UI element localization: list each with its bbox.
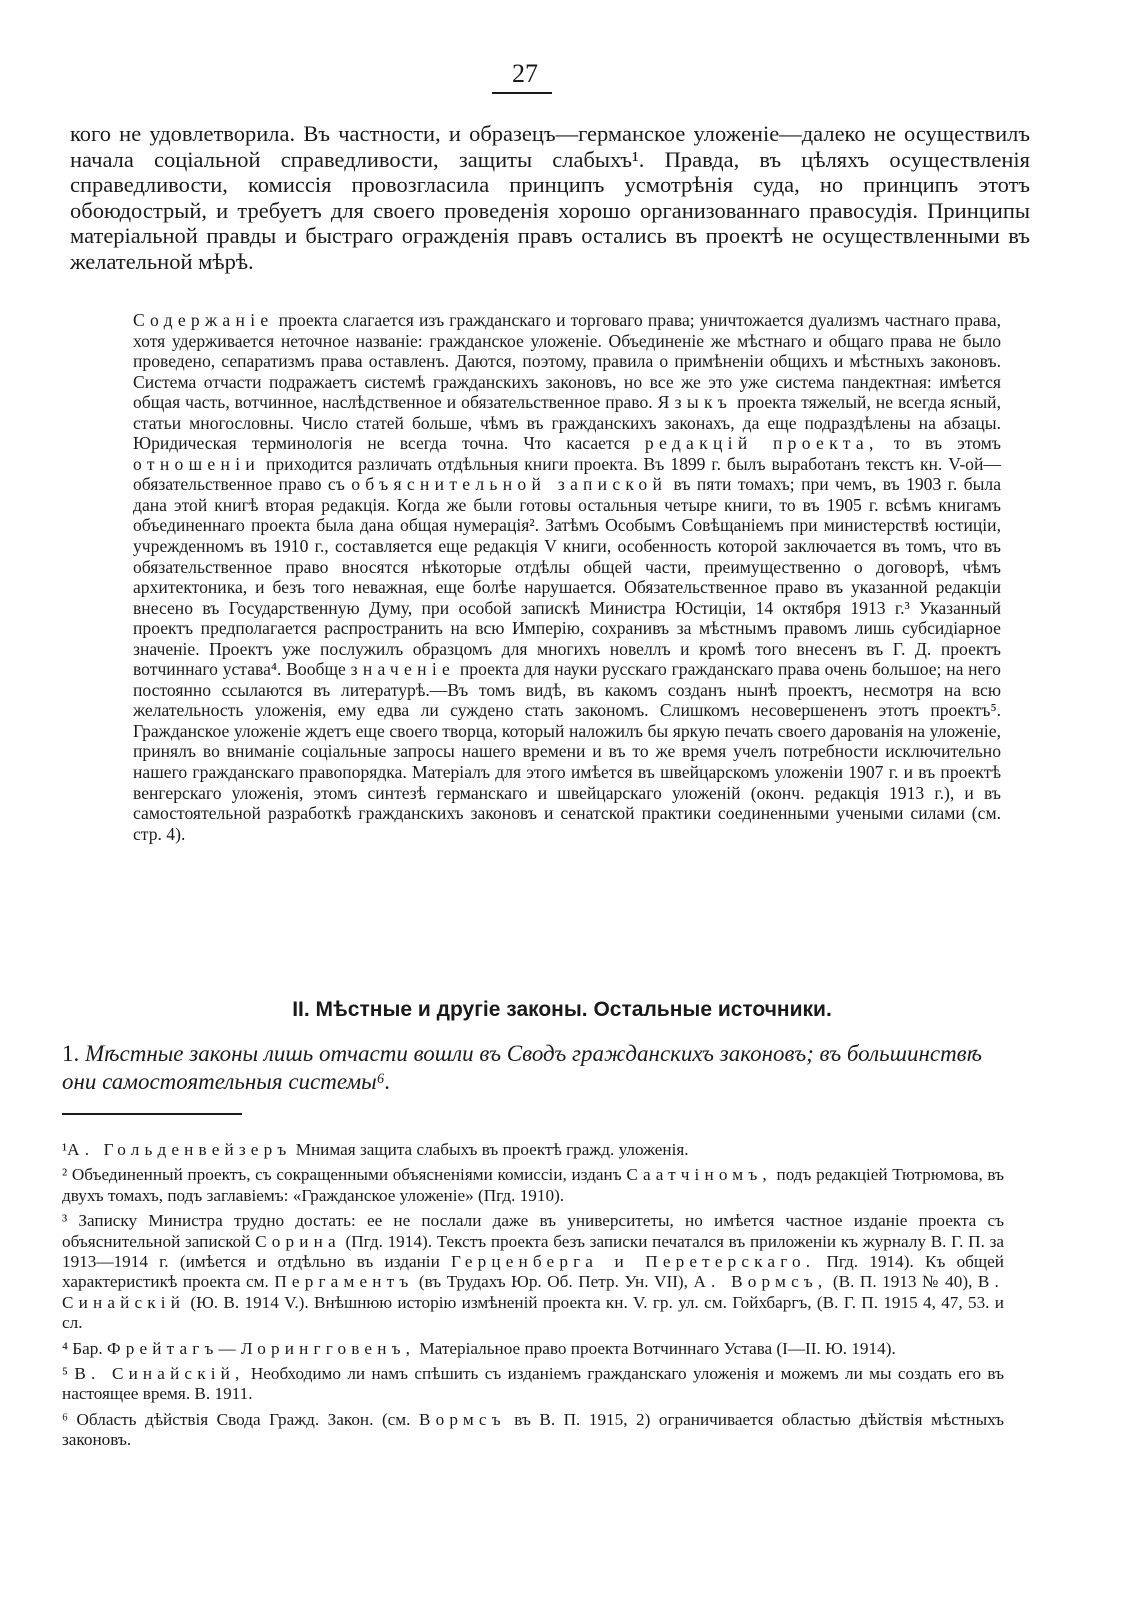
footnote-mark: ¹ <box>62 1140 68 1159</box>
small-text-run: проекта для науки русскаго гражданскаго права очень большое; на него постоянно ссылаются въ литературѣ.—Въ томъ видѣ, въ какомъ созданъ нынѣ проектъ, несмотря на всю желательность уложенія, ему едва ли суждено стать закономъ. Слишкомъ несовершененъ этотъ проектъ⁵. Гражданское уложеніе ждетъ еще своего творца, который наложилъ бы яркую печать своего дарованія на уложеніе, принялъ во вниманіе соціальные запросы нашего времени и въ то же время учелъ потребности исключительно нашего гражданскаго правопорядка. Матеріалъ для этого имѣется въ швейцарскомъ уложеніи 1907 г. и въ проектѣ венгерскаго уложенія, этомъ синтезѣ германскаго и швейцарскаго уложеній (оконч. редакція 1913 г.), и въ самостоятельной разработкѣ гражданскихъ законовъ и сенатской практики соединенными учеными силами (см. стр. 4). <box>133 659 1001 844</box>
footnote-author: Вормсъ <box>419 1409 506 1429</box>
italic-paragraph-text: Мѣстные законы лишь отчасти вошли въ Сводъ гражданскихъ законовъ; въ большинствѣ они самостоятельныя системы⁶. <box>62 1041 983 1094</box>
spaced-term: редакцій проекта, <box>644 433 879 454</box>
small-text-run: проекта слагается изъ гражданскаго и торговаго права; уничтожается дуализмъ частнаго права, хотя удерживается неточное названіе: гражданское уложеніе. Объединеніе же мѣстнаго и общаго права не было проведено, сепаратизмъ права оставленъ. Даются, поэтому, правила о примѣненіи общихъ и мѣстныхъ законовъ. Система отчасти подражаетъ системѣ гражданскихъ законовъ, но все же это уже система пандектная: имѣется общая часть, вотчинное, наслѣдственное и обязательственное право. <box>133 310 1001 413</box>
footnote-author: Саатчіномъ, <box>626 1165 772 1185</box>
footnote-author: В. Синайскій <box>62 1272 1005 1312</box>
footnote-text: подъ редакціей Тютрюмова, въ двухъ томахъ, подъ заглавіемъ: «Гражданское уложеніе» (Пгд. 1910). <box>62 1165 1005 1205</box>
small-text-run: то въ этомъ <box>878 433 1001 454</box>
footnote-text: Матеріальное право проекта Вотчиннаго Устава (I—II. Ю. 1914). <box>415 1338 896 1358</box>
spaced-term: Языкъ <box>657 392 733 413</box>
footnote-text: Записку Министра трудно достать: ее не послали даже въ университеты, но имѣется частное изданіе проекта съ объяснительной запиской <box>62 1211 1005 1251</box>
footnote-author: Фрейтагъ—Лорингговенъ, <box>106 1338 416 1358</box>
footnote-text: (въ Трудахъ Юр. Об. Петр. Ун. VII), <box>413 1272 694 1292</box>
footnote-6 <box>62 1410 1004 1451</box>
page-number: 27 <box>512 59 538 88</box>
footnote-3 <box>62 1211 1004 1333</box>
footnote-text: (Пгд. 1914). Текстъ проекта безъ записки печатался въ приложеніи къ журналу В. Г. П. за 1913—1914 г. (имѣется и отдѣльно въ изданіи <box>62 1231 1004 1272</box>
footnote-mark: ⁶ <box>62 1409 68 1429</box>
footnote-mark: ² <box>62 1165 68 1185</box>
footnote-4 <box>62 1339 1004 1359</box>
footnote-author: А. Вормсъ, <box>693 1272 828 1292</box>
spaced-term: значеніе <box>350 659 456 680</box>
footnotes <box>62 1140 1004 1456</box>
footnote-separator <box>62 1113 242 1115</box>
small-text-run: приходится различать отдѣльныя книги проекта. Въ 1899 г. былъ выработанъ текстъ кн. V-ой—обязательственное право съ <box>133 453 1001 495</box>
spaced-term: Содержаніе <box>133 310 274 330</box>
footnote-1 <box>62 1140 1004 1160</box>
footnote-text: Необходимо ли намъ спѣшить съ изданіемъ гражданскаго уложенія и можемъ ли мы создать его въ настоящее время. В. 1911. <box>62 1364 1005 1404</box>
footnote-mark: ⁵ <box>62 1364 68 1384</box>
footnote-author: Герценберга и Перетерскаго. <box>451 1252 816 1272</box>
footnote-text: (В. П. 1913 № 40), <box>827 1272 978 1292</box>
footnote-text: Область дѣйствія Свода Гражд. Закон. (см. <box>76 1409 419 1429</box>
footnote-author: Пергаментъ <box>274 1272 414 1292</box>
footnote-text: Мнимая защита слабыхъ въ проектѣ гражд. уложенія. <box>291 1140 689 1159</box>
footnote-author: Сорина <box>255 1231 341 1251</box>
footnote-text: (Ю. В. 1914 V.). Внѣшнюю исторію измѣненій проекта кн. V. гр. ул. см. Гойхбаргъ, (В. Г. П. 1915 4, 47, 53. и сл. <box>62 1292 1004 1333</box>
spaced-term: отношеніи <box>133 453 261 474</box>
small-text-run: въ пяти томахъ; при чемъ, въ 1903 г. была дана этой книгѣ вторая редакція. Когда же были готовы остальныя четыре книги, то въ 1905 г. всѣмъ книгамъ объединеннаго проекта была дана общая нумерація². Затѣмъ Особымъ Совѣщаніемъ при министерствѣ юстиціи, учрежденномъ въ 1910 г., составляется еще редакція V книги, особенность которой заключается въ томъ, что въ обязательственное право вносятся нѣкоторые отдѣлы общей части, преимущественно о договорѣ, чѣмъ архитектоника, и безъ того неважная, еще болѣе нарушается. Обязательственное право въ указанной редакціи внесено въ Государственную Думу, при особой запискѣ Министра Юстиціи, 14 октября 1913 г.³ Указанный проектъ предполагается распространить на всю Имперію, сохранивъ за мѣстнымъ правомъ лишь субсидіарное значеніе. Проектъ уже послужилъ образцомъ для многихъ новеллъ и кромѣ того внесенъ въ Г. Д. проектъ вотчиннаго устава⁴. Вообще <box>133 474 1002 680</box>
footnote-text: Объединенный проектъ, съ сокращенными объясненіями комиссіи, изданъ <box>71 1165 627 1185</box>
small-text-run: проекта тяжелый, не всегда ясный, статьи многословны. Число статей больше, чѣмъ въ гражданскихъ законахъ, да еще подраздѣлены на абзацы. Юридическая терминологія не всегда точна. Что касается <box>133 392 1001 454</box>
small-print-paragraph <box>133 310 1001 844</box>
page-number-underline <box>492 92 552 94</box>
main-paragraph: кого не удовлетворила. Въ частности, и образецъ—германское уложеніе—далеко не осуществилъ начала соціальной справедливости, защиты слабыхъ¹. Правда, въ цѣляхъ осуществленія справедливости, комиссія провозгласила принципъ усмотрѣнія суда, но принципъ этотъ обоюдострый, и требуетъ для своего проведенія хорошо организованнаго правосудія. Принципы матеріальной правды и быстраго огражденія правъ остались въ проектѣ не осуществленными въ желательной мѣрѣ. <box>70 121 1030 274</box>
footnote-mark: ³ <box>62 1211 68 1231</box>
spaced-term: объяснительной запиской <box>351 474 668 495</box>
footnote-author: В. Синайскій, <box>74 1364 245 1384</box>
footnote-author: А. Гольденвейзеръ <box>67 1140 292 1159</box>
footnote-text: Пгд. 1914). Къ общей характеристикѣ проекта см. <box>62 1252 1004 1292</box>
footnote-2 <box>62 1165 1004 1206</box>
section-heading: II. Мѣстные и другіе законы. Остальные источники. <box>292 998 832 1021</box>
footnote-text: Бар. <box>72 1338 107 1358</box>
footnote-5 <box>62 1364 1004 1405</box>
footnote-text: въ В. П. 1915, 2) ограничивается областью дѣйствія мѣстныхъ законовъ. <box>62 1409 1004 1450</box>
italic-paragraph <box>62 1040 1022 1096</box>
paragraph-number: 1. <box>62 1041 80 1066</box>
footnote-mark: ⁴ <box>62 1338 68 1358</box>
